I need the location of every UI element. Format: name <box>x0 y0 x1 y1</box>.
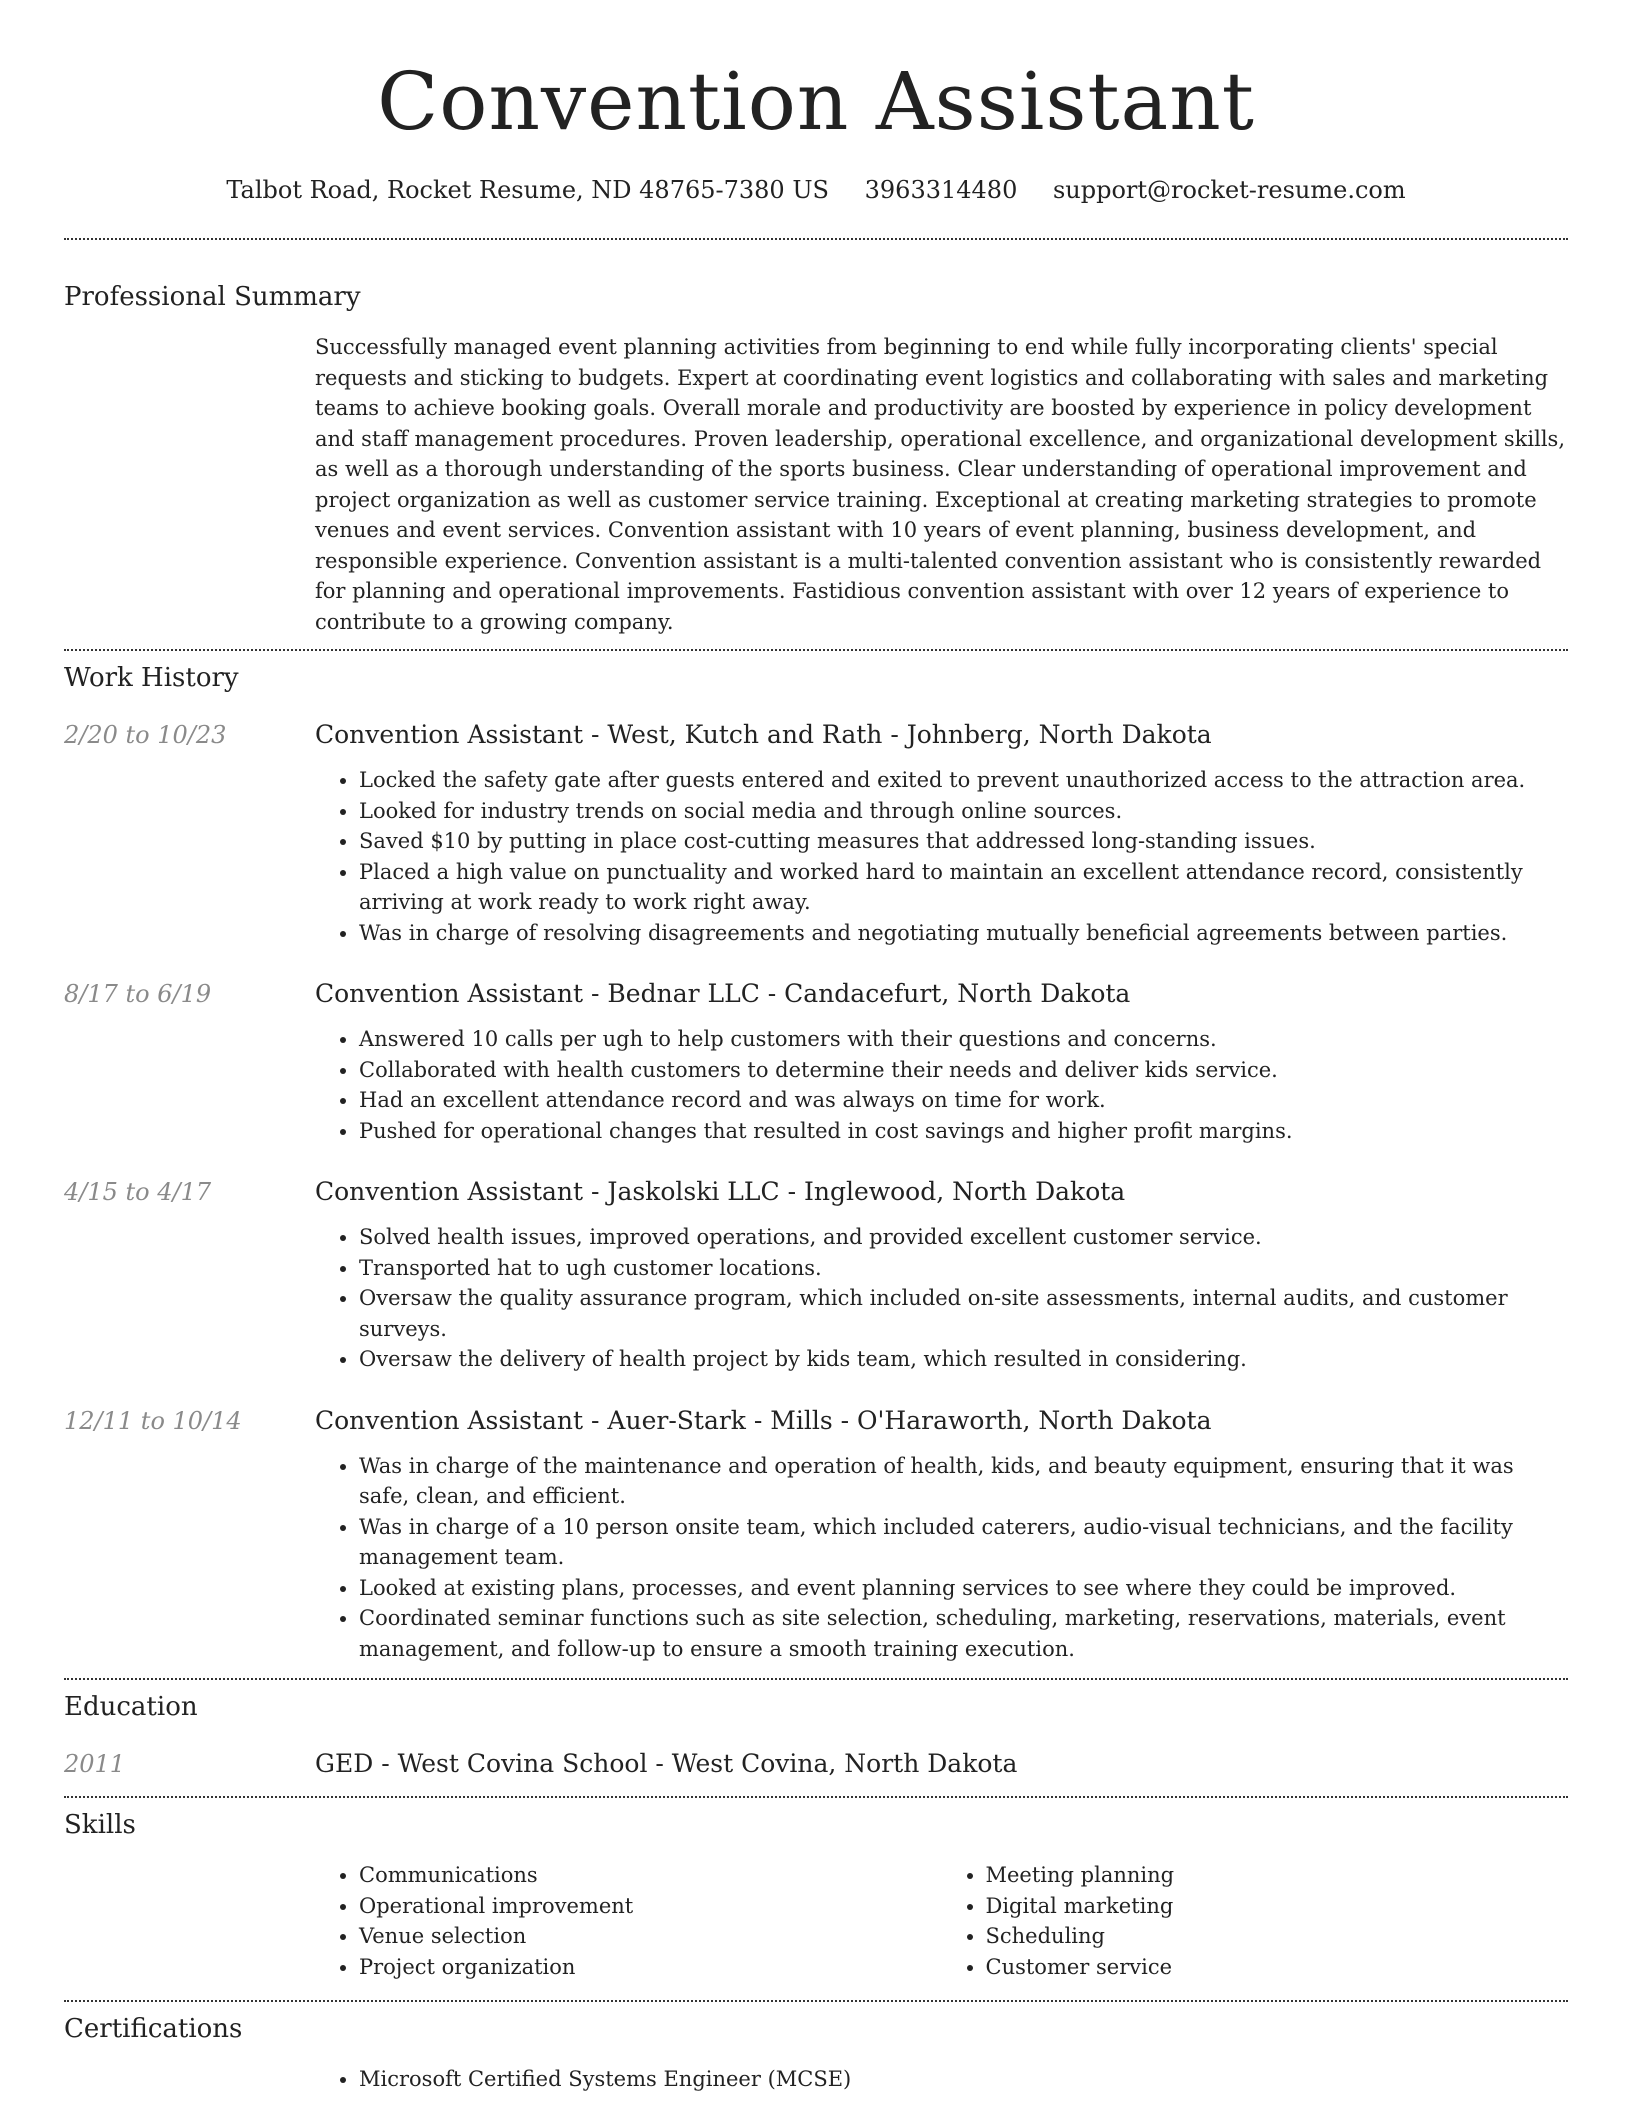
list-item: • Oversaw the delivery of health project by kids team, which resulted in considering. <box>359 1344 1568 1375</box>
job-dates: 8/17 to 6/19 <box>64 980 212 1008</box>
job-entry <box>64 719 1568 948</box>
list-item: • Was in charge of resolving disagreements and negotiating mutually beneficial agreements between parties. <box>359 918 1568 949</box>
divider <box>64 1678 1568 1680</box>
job-entry <box>64 1405 1568 1665</box>
list-item: • Communications <box>359 1860 942 1891</box>
contact-email: support@rocket-resume.com <box>1052 176 1406 204</box>
list-item: • Solved health issues, improved operations, and provided excellent customer service. <box>359 1222 1568 1253</box>
list-item: • Pushed for operational changes that resulted in cost savings and higher profit margins. <box>359 1116 1568 1147</box>
job-bullets <box>315 1024 1568 1146</box>
contact-address: Talbot Road, Rocket Resume, ND 48765-7380 US <box>226 176 829 204</box>
job-dates: 4/15 to 4/17 <box>64 1178 212 1206</box>
skills-list <box>315 1860 1568 1982</box>
list-item: • Looked for industry trends on social media and through online sources. <box>359 796 1568 827</box>
skills-column-right <box>942 1860 1569 1982</box>
job-title: Convention Assistant - Auer-Stark - Mills - O'Haraworth, North Dakota <box>315 1405 1212 1435</box>
list-item: • Customer service <box>986 1952 1569 1983</box>
contact-line <box>64 174 1568 206</box>
list-item: • Microsoft Certified Systems Engineer (MCSE) <box>359 2064 1568 2095</box>
list-item: • Coordinated seminar functions such as site selection, scheduling, marketing, reservations, materials, event management, and follow-up to ensure a smooth training execution. <box>359 1603 1568 1664</box>
work-history-heading: Work History <box>64 663 239 693</box>
job-entry <box>64 1176 1568 1375</box>
list-item: • Venue selection <box>359 1921 942 1952</box>
skills-column-left <box>315 1860 942 1982</box>
education-entry <box>64 1748 1568 1780</box>
list-item: • Was in charge of the maintenance and operation of health, kids, and beauty equipment, ensuring that it was safe, clean, and efficient. <box>359 1451 1568 1512</box>
education-title: GED - West Covina School - West Covina, North Dakota <box>315 1749 1018 1778</box>
list-item: • Digital marketing <box>986 1891 1569 1922</box>
certifications-list <box>315 2064 1568 2095</box>
certifications-heading: Certifications <box>64 2014 243 2044</box>
skills-heading: Skills <box>64 1810 136 1840</box>
job-title: Convention Assistant - Jaskolski LLC - Inglewood, North Dakota <box>315 1177 1126 1206</box>
divider <box>64 649 1568 651</box>
list-item: • Oversaw the quality assurance program, which included on-site assessments, internal audits, and customer surveys. <box>359 1283 1568 1344</box>
list-item: • Collaborated with health customers to determine their needs and deliver kids service. <box>359 1055 1568 1086</box>
job-entry <box>64 978 1568 1146</box>
resume-page <box>64 0 1568 2095</box>
summary-text: Successfully managed event planning activities from beginning to end while fully incorporating clients' special requests and sticking to budgets. Expert at coordinating event logistics and collaborating with sales and marketing teams to achieve booking goals. Overall morale and productivity are boosted by experience in policy development and staff management procedures. Proven leadership, operational excellence, and organizational development skills, as well as a thorough understanding of the sports business. Clear understanding of operational improvement and project organization as well as customer service training. Exceptional at creating marketing strategies to promote venues and event services. Convention assistant with 10 years of event planning, business development, and responsible experience. Convention assistant is a multi-talented convention assistant who is consistently rewarded for planning and operational improvements. Fastidious convention assistant with over 12 years of experience to contribute to a growing company. <box>315 335 1565 634</box>
divider <box>64 1796 1568 1798</box>
list-item: • Looked at existing plans, processes, and event planning services to see where they could be improved. <box>359 1573 1568 1604</box>
list-item: • Transported hat to ugh customer locations. <box>359 1253 1568 1284</box>
summary-body <box>315 332 1568 637</box>
list-item: • Had an excellent attendance record and was always on time for work. <box>359 1085 1568 1116</box>
list-item: • Meeting planning <box>986 1860 1569 1891</box>
job-title: Convention Assistant - Bednar LLC - Candacefurt, North Dakota <box>315 979 1131 1008</box>
list-item: • Placed a high value on punctuality and worked hard to maintain an excellent attendance record, consistently arriving at work ready to work right away. <box>359 857 1568 918</box>
resume-name: Convention Assistant <box>377 55 1255 148</box>
list-item: • Scheduling <box>986 1921 1569 1952</box>
divider <box>64 2000 1568 2002</box>
job-bullets <box>315 765 1568 948</box>
list-item: • Answered 10 calls per ugh to help customers with their questions and concerns. <box>359 1024 1568 1055</box>
list-item: • Operational improvement <box>359 1891 942 1922</box>
job-bullets <box>315 1222 1568 1375</box>
list-item: • Locked the safety gate after guests entered and exited to prevent unauthorized access to the attraction area. <box>359 765 1568 796</box>
job-dates: 2/20 to 10/23 <box>64 721 227 749</box>
education-heading: Education <box>64 1692 198 1722</box>
list-item: • Was in charge of a 10 person onsite team, which included caterers, audio-visual technicians, and the facility management team. <box>359 1512 1568 1573</box>
summary-heading: Professional Summary <box>64 282 361 312</box>
job-bullets <box>315 1451 1568 1665</box>
list-item: • Saved $10 by putting in place cost-cutting measures that addressed long-standing issues. <box>359 826 1568 857</box>
contact-phone: 3963314480 <box>864 176 1018 204</box>
divider <box>64 238 1568 240</box>
job-title: Convention Assistant - West, Kutch and Rath - Johnberg, North Dakota <box>315 720 1212 749</box>
job-dates: 12/11 to 10/14 <box>64 1406 242 1435</box>
education-year: 2011 <box>64 1750 126 1778</box>
list-item: • Project organization <box>359 1952 942 1983</box>
